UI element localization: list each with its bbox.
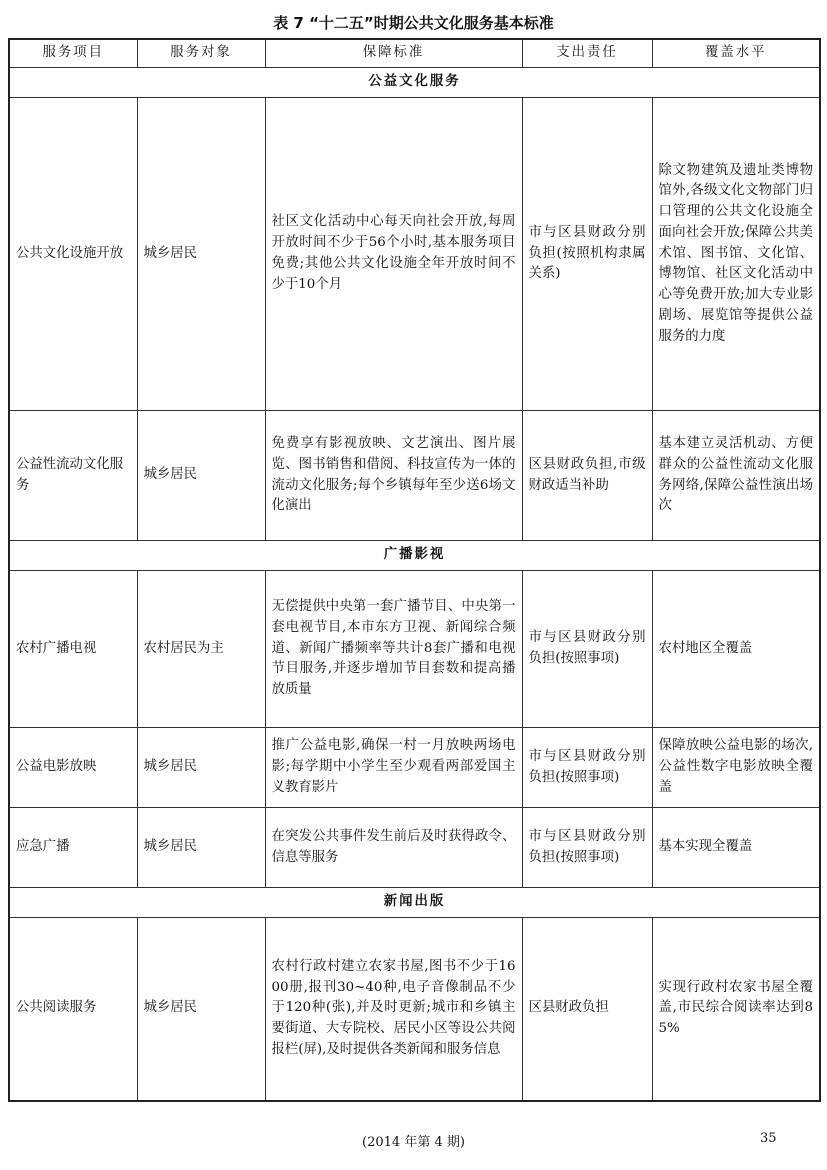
standards-table — [8, 38, 821, 1102]
cell-responsibility: 市与区县财政分别负担(按照事项) — [522, 571, 652, 728]
header-row — [9, 39, 820, 68]
table-row — [9, 411, 820, 541]
page-number: 35 — [760, 1131, 777, 1146]
table-row — [9, 571, 820, 728]
cell-coverage: 除文物建筑及遗址类博物馆外,各级文化文物部门归口管理的公共文化设施全面向社会开放;保障公共美术馆、图书馆、文化馆、博物馆、社区文化活动中心等免费开放;加大专业影剧场、展览馆等提供公益服务的力度 — [652, 98, 820, 411]
cell-coverage: 基本实现全覆盖 — [652, 808, 820, 888]
cell-item: 公益电影放映 — [9, 728, 137, 808]
cell-item: 公共阅读服务 — [9, 918, 137, 1101]
section-row — [9, 68, 820, 98]
header-responsibility: 支出责任 — [522, 39, 652, 68]
cell-standard: 在突发公共事件发生前后及时获得政令、信息等服务 — [265, 808, 522, 888]
cell-coverage: 保障放映公益电影的场次,公益性数字电影放映全覆盖 — [652, 728, 820, 808]
cell-target: 城乡居民 — [137, 918, 265, 1101]
table-row — [9, 918, 820, 1101]
cell-target: 城乡居民 — [137, 808, 265, 888]
cell-item: 应急广播 — [9, 808, 137, 888]
cell-item: 公益性流动文化服务 — [9, 411, 137, 541]
header-service-item: 服务项目 — [9, 39, 137, 68]
table-row — [9, 808, 820, 888]
cell-target: 城乡居民 — [137, 98, 265, 411]
section-row — [9, 888, 820, 918]
section-title: 公益文化服务 — [9, 68, 820, 98]
cell-item: 公共文化设施开放 — [9, 98, 137, 411]
cell-responsibility: 区县财政负担,市级财政适当补助 — [522, 411, 652, 541]
header-coverage: 覆盖水平 — [652, 39, 820, 68]
cell-coverage: 农村地区全覆盖 — [652, 571, 820, 728]
cell-standard: 推广公益电影,确保一村一月放映两场电影;每学期中小学生至少观看两部爱国主义教育影片 — [265, 728, 522, 808]
cell-responsibility: 市与区县财政分别负担(按照事项) — [522, 808, 652, 888]
cell-coverage: 实现行政村农家书屋全覆盖,市民综合阅读率达到85% — [652, 918, 820, 1101]
cell-standard: 无偿提供中央第一套广播节目、中央第一套电视节目,本市东方卫视、新闻综合频道、新闻广播频率等共计8套广播和电视节目服务,并逐步增加节目套数和提高播放质量 — [265, 571, 522, 728]
cell-responsibility: 市与区县财政分别负担(按照事项) — [522, 728, 652, 808]
cell-target: 农村居民为主 — [137, 571, 265, 728]
cell-coverage: 基本建立灵活机动、方便群众的公益性流动文化服务网络,保障公益性演出场次 — [652, 411, 820, 541]
cell-target: 城乡居民 — [137, 728, 265, 808]
cell-standard: 农村行政村建立农家书屋,图书不少于1600册,报刊30~40种,电子音像制品不少于120种(张),并及时更新;城市和乡镇主要街道、大专院校、居民小区等设公共阅报栏(屏),及时提供各类新闻和服务信息 — [265, 918, 522, 1101]
header-service-target: 服务对象 — [137, 39, 265, 68]
section-title: 广播影视 — [9, 541, 820, 571]
cell-responsibility: 市与区县财政分别负担(按照机构隶属关系) — [522, 98, 652, 411]
cell-standard: 社区文化活动中心每天向社会开放,每周开放时间不少于56个小时,基本服务项目免费;其他公共文化设施全年开放时间不少于10个月 — [265, 98, 522, 411]
table-caption: 表 7 “十二五”时期公共文化服务基本标准 — [273, 14, 554, 32]
section-row — [9, 541, 820, 571]
issue-label: (2014 年第 4 期) — [362, 1135, 465, 1150]
table-row — [9, 728, 820, 808]
cell-responsibility: 区县财政负担 — [522, 918, 652, 1101]
table-row — [9, 98, 820, 411]
cell-target: 城乡居民 — [137, 411, 265, 541]
cell-standard: 免费享有影视放映、文艺演出、图片展览、图书销售和借阅、科技宣传为一体的流动文化服务;每个乡镇每年至少送6场文化演出 — [265, 411, 522, 541]
header-standard: 保障标准 — [265, 39, 522, 68]
section-title: 新闻出版 — [9, 888, 820, 918]
cell-item: 农村广播电视 — [9, 571, 137, 728]
